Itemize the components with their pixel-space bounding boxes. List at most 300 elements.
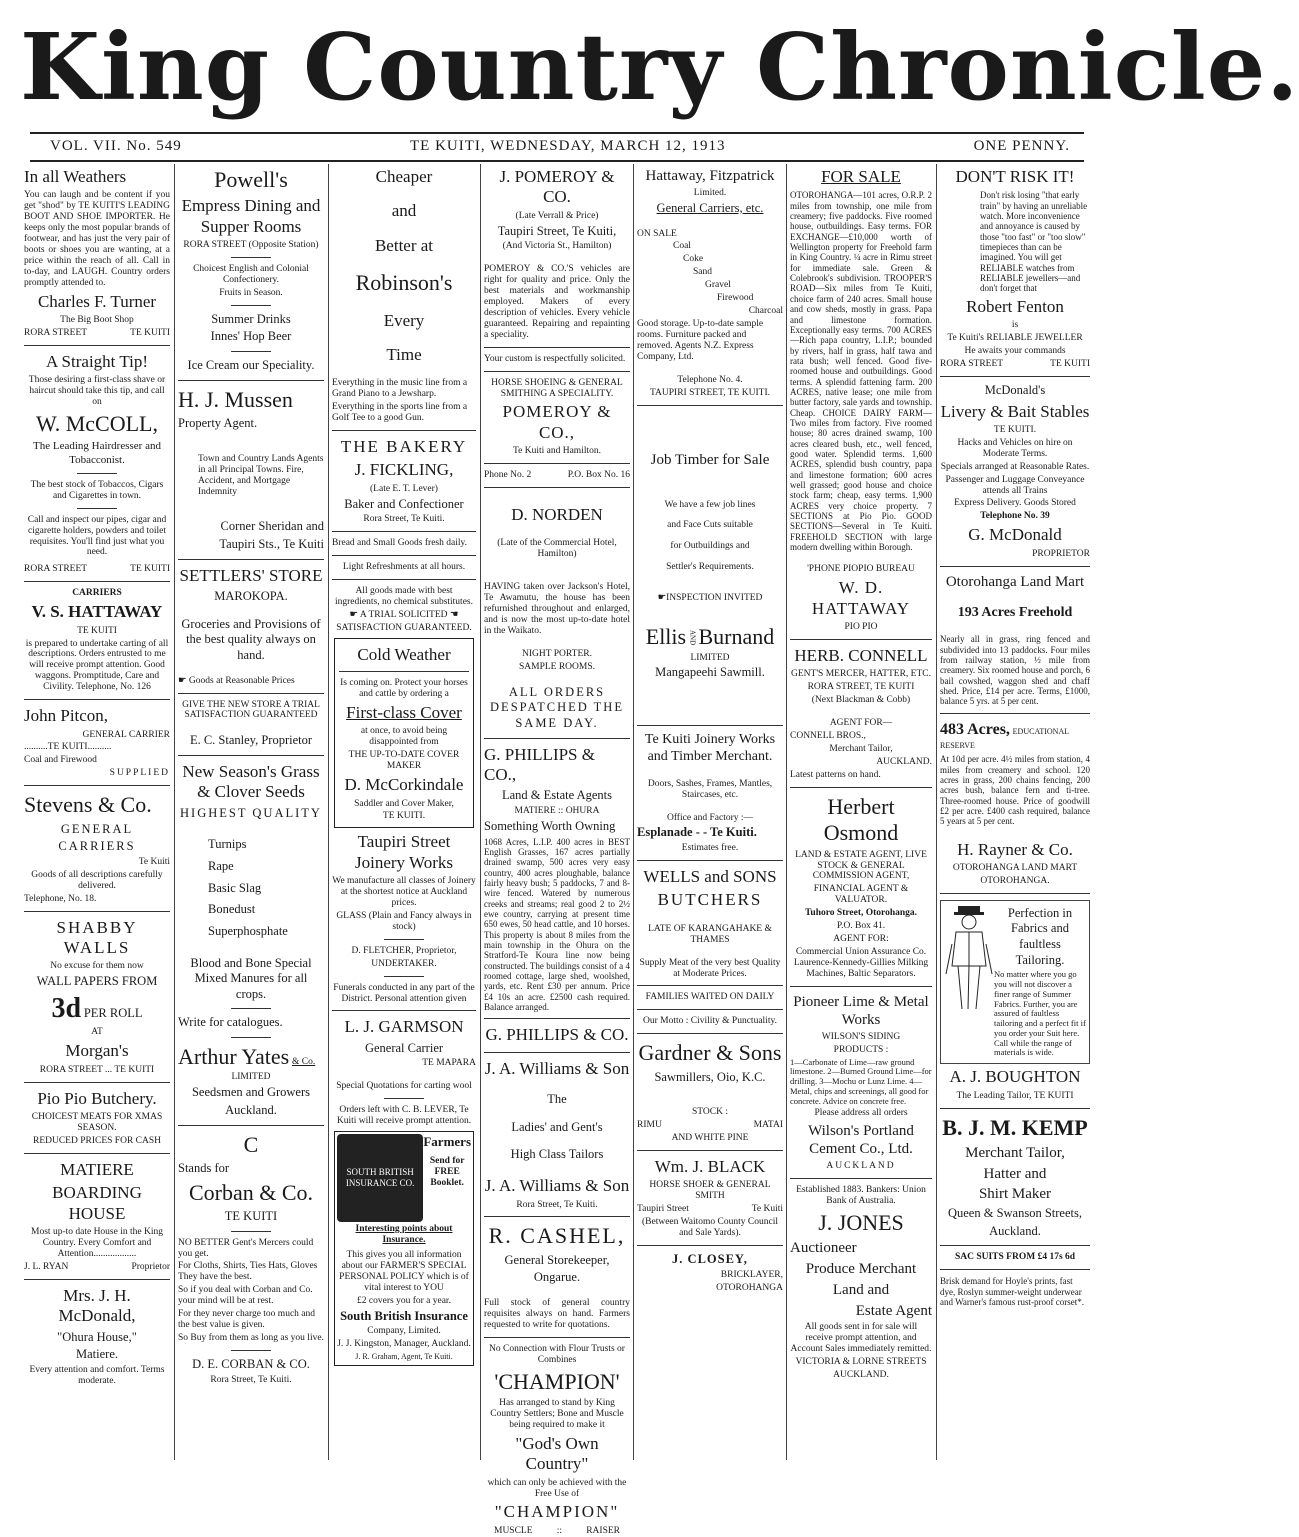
ad-title: New Season's Grass & Clover Seeds — [182, 761, 320, 802]
divider — [940, 376, 1090, 377]
divider — [24, 1279, 170, 1280]
ad-body: Specials arranged at Reasonable Rates. — [940, 461, 1090, 472]
ad-address: Taupiri Street — [637, 1204, 689, 1215]
ad-title: Job Timber for Sale — [650, 451, 770, 468]
ad-body: Send for — [429, 1155, 465, 1166]
ad-body: We have a few job lines — [664, 499, 756, 510]
ad-name: J. POMEROY & CO. — [499, 167, 615, 207]
ad-subtitle: OTOROHANGA LAND MART — [952, 862, 1078, 873]
ad-body: NO BETTER Gent's Mercers could you get. — [178, 1237, 314, 1259]
ad-body: GIVE THE NEW STORE A TRIAL SATISFACTION GUARANTEED — [182, 699, 320, 721]
ad-body: Settler's Requirements. — [666, 562, 754, 573]
ad-body: All goods sent in for sale will receive prompt attention, and Account Sales immediately remitted. — [790, 1322, 932, 1355]
ad-body: Established 1883. Bankers: Union Bank of Australia. — [796, 1185, 926, 1207]
divider — [24, 581, 170, 582]
seed-list — [178, 837, 324, 939]
ad-subtitle: Seedsmen and Growers — [191, 1085, 311, 1100]
ad-name: Hattaway, Fitzpatrick — [645, 168, 775, 184]
ad-name: Corban & Co. — [188, 1179, 314, 1205]
ad-body: Ice Cream our Speciality. — [187, 358, 315, 373]
ad-body: Supply Meat of the very best Quality at Moderate Prices. — [639, 957, 781, 979]
divider — [484, 738, 630, 739]
ad-subtitle: Land & Estate Agents — [501, 788, 613, 803]
ad-address: Rora Street, Te Kuiti. — [516, 1199, 598, 1210]
supply-item: Charcoal — [748, 306, 783, 317]
ad-body: Blood and Bone Special Mixed Manures for all crops. — [190, 955, 312, 1001]
ad-town: OTOROHANGA — [716, 1282, 783, 1293]
ad-body: Merchant Tailor, — [829, 744, 893, 755]
ad-body: RIMU — [637, 1120, 662, 1131]
ad-name: J. A. Williams & Son — [484, 1058, 630, 1078]
ad-body: AND WHITE PINE — [671, 1133, 749, 1144]
pointing-hand-icon: ☛ — [349, 609, 360, 620]
divider — [231, 351, 271, 352]
ad-body: Estimates free. — [681, 843, 739, 854]
ad-body: Special Quotations for carting wool — [336, 1081, 472, 1092]
ad-town: AUCKLAND — [826, 1161, 896, 1172]
ad-body: Don't risk losing "that early train" by having an unreliable watch. More inconvenience and annoyance is caused by those "too fast" or "too slow" timepieces than can be imagined. You will get RELIABLE watches from RELIABLE jewellers—and don't forget that — [980, 190, 1088, 294]
ad-body: and — [391, 201, 417, 221]
ad-box: P.O. Box No. 16 — [567, 470, 630, 481]
ad-body: SAC SUITS FROM £4 17s 6d — [954, 1252, 1076, 1263]
ad-body: Innes' Hop Beer — [210, 329, 292, 344]
ad-body: Doors, Sashes, Frames, Mantles, Staircases, etc. — [647, 778, 773, 800]
ad-body: SATISFACTION GUARANTEED. — [336, 622, 472, 633]
ad-name: Ellis — [645, 624, 687, 650]
ad-body: Commercial Union Assurance Co. Laurence-Kennedy-Gillies Milking Machines, Baltic Separators. — [793, 946, 929, 979]
divider — [24, 699, 170, 700]
column-1 — [24, 164, 170, 1460]
ad-name: J. FICKLING, — [354, 460, 454, 480]
ad-body: Hacks and Vehicles on hire on Moderate Terms. — [957, 437, 1073, 459]
ad-body: SAMPLE ROOMS. — [518, 661, 596, 672]
divider — [231, 1231, 271, 1232]
ad-town: MAROKOPA. — [214, 589, 288, 604]
ad-body: Full stock of general country requisites always on hand. Farmers requested to write for quotations. — [484, 1298, 630, 1330]
ad-body: EDUCATIONAL RESERVE — [940, 726, 1069, 750]
divider — [332, 531, 476, 532]
ad-town: MATIERE :: OHURA — [514, 806, 600, 817]
ad-town: Auckland. — [225, 1102, 277, 1117]
ad-body: Everything in the music line from a Grand Piano to a Jewsharp. — [332, 378, 468, 400]
ad-address: Corner Sheridan and — [220, 519, 324, 534]
ad-title: DON'T RISK IT! — [955, 167, 1075, 186]
ad-body: and Face Cuts suitable — [667, 520, 753, 531]
seed-item: Basic Slag — [208, 880, 262, 895]
divider — [637, 1150, 783, 1151]
divider — [940, 566, 1090, 567]
ad-body: Cheaper — [375, 167, 433, 186]
ad-body: A TRIAL SOLICITED — [359, 609, 448, 620]
ad-body: FREE — [434, 1166, 460, 1177]
dateline — [30, 132, 1084, 162]
ad-name: WELLS and SONS — [643, 866, 777, 886]
ad-town: Mangapeehi Sawmill. — [655, 665, 765, 680]
ad-body: Every — [383, 310, 425, 330]
ad-subtitle: FINANCIAL AGENT & VALUATOR. — [813, 884, 909, 906]
ad-name: J. A. Williams & Son — [484, 1176, 630, 1196]
ad-body: Booklet. — [430, 1177, 464, 1188]
ad-subtitle: BRICKLAYER, — [720, 1269, 783, 1280]
ad-body: Groceries and Provisions of the best quality always on hand. — [181, 616, 321, 662]
ad-body: LATE OF KARANGAHAKE & THAMES — [648, 923, 772, 945]
ad-body: 1—Carbonate of Lime—raw ground limestone. 2—Burned Ground Lime—for drilling. 3—Mochu or Lunz Lime. 4—Metal, chips and screenings, all good for concrete. Advice on concrete free. — [790, 1056, 932, 1106]
ad-body: For they never charge too much and the best value is given. — [178, 1309, 316, 1331]
ad-body: Latest patterns on hand. — [790, 769, 881, 780]
ad-body: Every attention and comfort. Terms moderate. — [29, 1364, 165, 1386]
ad-title: Perfection in Fabrics and faultless Tailoring. — [1007, 905, 1073, 967]
ad-body: Hatter and — [983, 1165, 1047, 1182]
ad-name: McDonald's — [984, 382, 1046, 397]
ad-name: John Pitcon, — [24, 706, 109, 726]
divider — [484, 1052, 630, 1053]
ad-body: RAISER — [586, 1525, 620, 1536]
column-7 — [940, 164, 1090, 1460]
ad-body: Town and Country Lands Agents in all Principal Towns. Fire, Accident, and Mortgage Indemnity — [198, 453, 324, 497]
ad-town: Matiere. — [76, 1347, 118, 1362]
supply-item: Coke — [683, 254, 704, 265]
ad-street: RORA STREET — [24, 328, 88, 338]
ad-title: SHABBY WALLS — [56, 917, 138, 957]
ad-name: E. C. Stanley, Proprietor — [189, 733, 313, 748]
ad-subtitle: (Late E. T. Lever) — [370, 483, 438, 494]
ad-title: Pioneer Lime & Metal Works — [793, 993, 929, 1028]
ad-town: TE KUITI — [130, 328, 170, 338]
ad-subtitle: BUTCHERS — [657, 890, 763, 910]
ad-phone: Telephone, No. 18. — [24, 893, 97, 904]
ad-subtitle: Limited. — [693, 188, 727, 198]
ad-name: POMEROY & CO., — [502, 402, 612, 442]
divider — [790, 1178, 932, 1179]
ad-role: PROPRIETOR — [1032, 548, 1090, 559]
ad-subtitle: Te Kuiti's RELIABLE JEWELLER — [947, 333, 1083, 344]
ad-body: Better at — [374, 235, 434, 255]
ad-body: SUPPLIED — [109, 768, 170, 779]
ad-title: "CHAMPION" — [494, 1502, 620, 1522]
ad-title: FOR SALE — [821, 167, 901, 186]
ad-body: He awaits your commands — [964, 346, 1066, 357]
ad-body: CONNELL BROS., — [790, 731, 866, 742]
ad-body: CHOICEST MEATS FOR XMAS SEASON. — [31, 1112, 163, 1134]
ad-body: Good storage. Up-to-date sample rooms. Furniture packed and removed. Agents N.Z. Express Company, Ltd. — [637, 319, 764, 362]
ad-address: VICTORIA & LORNE STREETS — [795, 1357, 927, 1368]
ad-subtitle: (Late of the Commercial Hotel, Hamilton) — [497, 538, 617, 560]
ad-body: Coal and Firewood — [24, 755, 97, 766]
tailor-ad — [940, 900, 1090, 1064]
ad-body: Stands for — [178, 1160, 230, 1175]
ad-body: MUSCLE — [494, 1525, 533, 1536]
ad-address: (And Victoria St., Hamilton) — [502, 241, 612, 252]
ad-name: R. CASHEL, — [488, 1223, 626, 1249]
ad-body: This gives you all information about our FARMER'S SPECIAL PERSONAL POLICY which is of vital interest to YOU — [339, 1249, 469, 1293]
ad-title: Taupiri Street Joinery Works — [355, 832, 453, 872]
ad-letter: C — [243, 1131, 259, 1157]
ad-subtitle: The Leading Hairdresser and Tobacconist. — [33, 440, 161, 466]
ad-body: Express Delivery. Goods Stored — [954, 498, 1076, 509]
divider — [637, 725, 783, 726]
divider — [332, 555, 476, 556]
ad-body: Shirt Maker — [978, 1186, 1052, 1203]
divider — [332, 430, 476, 431]
ad-body: Brisk demand for Hoyle's prints, fast dye, Roslyn summer-weight underwear and Warner's famous rust-proof corset*. — [940, 1276, 1084, 1308]
ad-name: Stevens & Co. — [24, 792, 152, 818]
ad-town: TE KUITI. — [382, 811, 426, 822]
ad-address: Taupiri Sts., Te Kuiti — [219, 537, 324, 552]
ad-name: B. J. M. KEMP — [942, 1114, 1088, 1140]
ad-body: Summer Drinks — [211, 311, 291, 326]
divider — [24, 345, 170, 346]
ad-name: G. McDonald — [968, 525, 1062, 545]
ad-name: HERB. CONNELL — [794, 646, 928, 666]
ad-name: Gardner & Sons — [638, 1040, 782, 1066]
ad-name: Robinson's — [355, 270, 453, 296]
ad-town: TE KUITI — [130, 564, 170, 575]
ad-subtitle: (Late Verrall & Price) — [515, 210, 599, 221]
ad-name: Wm. J. BLACK — [654, 1157, 766, 1177]
ad-body: THE UP-TO-DATE COVER MAKER — [348, 750, 460, 772]
ad-name: D. NORDEN — [511, 505, 603, 525]
column-rule — [328, 164, 329, 1460]
ad-subtitle: First-class Cover — [346, 703, 462, 723]
divider — [484, 1337, 630, 1338]
ad-body: Nearly all in grass, ring fenced and subdivided into 13 paddocks. Four miles from railway station, ½ mile from creamery. Six roomed house and porch, 6 bail cowshed, waggon shed and chaff shed. Price, £14 per acre. Terms, £1000, balance 5 yrs. at 5 per cent. — [940, 634, 1090, 707]
ad-name: V. S. HATTAWAY — [31, 602, 163, 622]
section-head: CARRIERS — [72, 588, 122, 599]
divider — [790, 787, 932, 788]
divider — [484, 347, 630, 348]
ad-body: Bread and Small Goods fresh daily. — [332, 538, 467, 549]
ad-name: D. McCorkindale — [344, 775, 464, 795]
ad-shop: The Big Boot Shop — [60, 315, 134, 326]
ad-body: REDUCED PRICES FOR CASH — [32, 1135, 161, 1146]
ad-subtitle: Company, Limited. — [367, 1326, 441, 1337]
ad-name-suffix: & Co. — [291, 1057, 316, 1067]
ad-body: which can only be achieved with the Free Use of — [487, 1477, 627, 1499]
ad-subtitle: General Storekeeper, — [504, 1252, 610, 1267]
ad-address: Rora Street, Te Kuiti. — [363, 514, 445, 525]
divider — [637, 1033, 783, 1034]
ad-name: D. FLETCHER, Proprietor, — [351, 945, 457, 956]
volume-number: VOL. VII. No. 549 — [50, 138, 182, 154]
column-2 — [178, 164, 324, 1460]
divider — [24, 1082, 170, 1083]
ad-body: So if you deal with Corban and Co. your mind will be at rest. — [178, 1285, 313, 1307]
ad-town: PIO PIO — [844, 622, 878, 633]
ad-town: AUCKLAND. — [876, 756, 932, 767]
ad-quote: "God's Own Country" — [515, 1433, 599, 1474]
ad-body: (Next Blackman & Cobb) — [811, 695, 911, 706]
ad-title: 'CHAMPION' — [494, 1368, 620, 1394]
ad-role: Property Agent. — [178, 416, 258, 431]
ad-subtitle: Saddler and Cover Maker, — [354, 798, 454, 809]
divider — [178, 755, 324, 756]
ad-body: J. R. Graham, Agent, Te Kuiti. — [355, 1352, 453, 1362]
ad-address: RORA STREET (Opposite Station) — [183, 240, 319, 251]
ad-body: at once, to avoid being disappointed from — [360, 726, 448, 748]
divider — [339, 671, 469, 672]
ad-name: Mrs. J. H. McDonald, — [58, 1285, 136, 1326]
ad-body: OTOROHANGA—101 acres, O.R.P. 2 miles from township, one mile from creamery; five paddocks. Five roomed house, outbuildings. Easy terms. FOR EXCHANGE—£10,000 worth of Wellington property for Freehold farm in King Country. ¼ acre in Rimu street for immediate sale. Green & Colebrook's subdivision. TROOPER'S ROAD—Six miles from Te Kuiti, choice farm of 240 acres. Small house and cow sheds, mostly in grass. Papa and limestone formation. Exceptionally easy terms. 700 ACRES—Rich papa country, L.I.P.; bounded by rivers, half in grass, half tawa and rata bush; well fenced. Good five-roomed house and outbuildings. Good terms. A splendid fattening farm. 200 ACRES, native lease; one mile from butter factory, sale yards and township. Cheap. CHOICE DAIRY FARM—Two miles from factory. Five roomed house; 80 acres drained swamp, 100 acres cleared bush, etc., well fenced, good water. Splendid terms. 1,600 ACRES, splendid bush country, papa and limestone formation; 600 acres well grassed; good house and choice stock farm; cheap, easy terms. 1,900 ACRES very choice property. 7 SECTIONS at Pio Pio. GOOD SECTIONS—Several in Te Kuiti. FREEHOLD SECTION with large modern dwelling within Borough. — [790, 190, 932, 553]
ad-town: TE KUITI — [77, 625, 117, 636]
ad-box: P.O. Box 41. — [836, 921, 886, 932]
ad-body: INSPECTION INVITED — [666, 593, 763, 604]
ad-body: £2 covers you for a year. — [357, 1295, 451, 1306]
ad-name: J. L. RYAN — [24, 1261, 69, 1272]
ad-body: We manufacture all classes of Joinery at the shortest notice at Auckland prices. — [332, 876, 476, 908]
ad-title: SETTLERS' STORE — [179, 565, 323, 585]
ad-town: ..........TE KUITI.......... — [24, 742, 112, 753]
divider — [24, 785, 170, 786]
ad-name: H. Rayner & Co. — [957, 839, 1073, 859]
ad-phone: Telephone No. 39 — [980, 511, 1050, 522]
ad-address: Te Kuiti — [751, 1204, 783, 1215]
ad-address: TAUPIRI STREET, TE KUITI. — [650, 387, 770, 398]
ad-phone: Phone No. 2 — [484, 470, 532, 481]
divider — [178, 380, 324, 381]
divider — [637, 985, 783, 986]
ad-name: Burnand — [698, 624, 775, 650]
divider — [484, 1216, 630, 1217]
ad-street: RORA STREET — [940, 358, 1004, 369]
ad-body: Goods of all descriptions carefully delivered. — [31, 869, 163, 891]
ad-name: J. JONES — [818, 1210, 904, 1236]
ad-town: OTOROHANGA. — [980, 875, 1050, 886]
supply-item: Gravel — [705, 280, 731, 291]
divider — [231, 1008, 271, 1009]
ad-name: J. CLOSEY, — [672, 1252, 748, 1267]
ad-body: Light Refreshments at all hours. — [342, 562, 466, 573]
seed-item: Superphosphate — [208, 923, 288, 938]
ad-title: Farmers — [423, 1134, 471, 1150]
ad-subtitle: LAND & ESTATE AGENT, LIVE STOCK & GENERAL COMMISSION AGENT, — [795, 849, 927, 882]
ad-body: 1068 Acres, L.I.P. 400 acres in BEST English Grasses, 167 acres partially drained swamp, 500 acres very easy country, 400 acres ploughable, balance fairly heavy bush; 5 paddocks, 7 and 8-wire fenced. Watered by numerous creeks and streams; real good 2 to 2½ ewe country, carrying at present time 650 ewes, 50 head cattle, and 10 horses. This property is about 8 miles from the main township in the Ohura on the Stratford-Te Koura line now being constructed. The buildings consist of a 4 roomed cottage, large shed, woolshed, yards, etc. Rent £30 per annum. Price £4 10s an acre. £2500 cash required. Balance arranged. — [484, 836, 630, 1013]
ad-body: AGENT FOR: — [833, 934, 889, 945]
insurance-logo: SOUTH BRITISH INSURANCE CO. — [337, 1134, 423, 1222]
column-rule — [936, 164, 937, 1460]
seed-item: Turnips — [208, 837, 247, 852]
ad-body: Funerals conducted in any part of the District. Personal attention given — [333, 982, 475, 1004]
ad-subtitle: Empress Dining and Supper Rooms — [181, 196, 321, 236]
divider — [940, 1245, 1090, 1246]
divider — [231, 305, 271, 306]
ad-body: HAVING taken over Jackson's Hotel, Te Awamutu, the house has been refurnished throughout and enlarged, and is now the most up-to-date hotel in the Waikato. — [484, 582, 630, 637]
ad-subtitle: LIMITED — [690, 652, 730, 663]
ad-address: Tuhoro Street, Otorohanga. — [804, 908, 918, 919]
ad-subtitle: The Leading Tailor, TE KUITI — [956, 1090, 1074, 1101]
ad-body: AGENT FOR— — [829, 718, 893, 729]
ad-town: TE KUITI — [1050, 358, 1090, 369]
ad-body: POMEROY & CO.'S vehicles are right for quality and price. Only the best materials and workmanship employed. Makers of every description of vehicles. Every vehicle guaranteed. Repairing and repainting a speciality. — [484, 264, 630, 340]
ad-body: Produce Merchant — [805, 1261, 917, 1278]
divider — [940, 893, 1090, 894]
divider — [940, 1108, 1090, 1109]
divider — [790, 986, 932, 987]
ad-body: You can laugh and be content if you get "shod" by TE KUITI'S LEADING BOOT AND SHOE IMPORTER. He keeps only the most popular brands of footwear, and has just the very pair of boots or shoes you are wanting, at a price within the reach of all. Call in to-day, and LAUGH. Country orders promptly attended to. — [24, 190, 170, 288]
divider — [637, 405, 783, 406]
ad-phone: Telephone No. 4. — [677, 374, 743, 385]
column-6 — [790, 164, 932, 1460]
ad-body: STOCK : — [692, 1107, 728, 1118]
insurance-ad — [334, 1131, 474, 1366]
seed-item: Rape — [208, 859, 234, 873]
ad-subtitle: GENERAL — [60, 821, 134, 836]
ad-name: W. McCOLL, — [35, 411, 158, 437]
ad-body: ON SALE — [637, 228, 677, 239]
ad-subtitle: HIGHEST QUALITY — [180, 805, 322, 820]
ad-name: Morgan's — [65, 1041, 129, 1061]
ad-name: G. PHILLIPS & CO. — [485, 1025, 629, 1045]
ad-title: Powell's — [214, 167, 288, 192]
ad-subtitle: Interesting points about Insurance. — [355, 1224, 453, 1246]
ad-body: Auctioneer — [790, 1240, 857, 1257]
supply-item: Coal — [673, 241, 691, 252]
ad-subtitle: 193 Acres Freehold — [957, 604, 1073, 620]
ad-body: So Buy from them as long as you live. — [178, 1332, 324, 1343]
ad-body: The — [547, 1092, 567, 1107]
cold-weather-ad — [334, 638, 474, 829]
ad-title: Otorohanga Land Mart — [945, 573, 1085, 590]
ad-title: Cold Weather — [357, 644, 451, 664]
ad-subtitle: GENERAL CARRIER — [82, 729, 170, 740]
divider — [484, 487, 630, 488]
ad-name: Arthur Yates — [178, 1044, 290, 1069]
divider — [384, 976, 424, 977]
column-4: J. POMEROY & CO. (Late Verrall & Price) Taupiri Street, Te Kuiti, (And Victoria St., Hamilton) POMEROY & CO.'S vehicles are right for quality and price. Only the best materials and workmanship employed. Makers of every description of vehicles. Every vehicle guaranteed. Repairing and repainting a speciality. Your custom is respectfully solicited. HORSE SHOEING & GENERAL SMITHING A SPECIALITY. POMEROY & CO., Te Kuiti and Hamilton. Phone No. 2 P.O. Box No. 16 D. NORDEN (Late of the Commercial Hotel, Hamilton) HAVING taken over Jackson's Hotel, Te Awamutu, the house has been refurnished throughout and enlarged, and is now the most up-to-date hotel in the Waikato. NIGHT PORTER. SAMPLE ROOMS. ALL ORDERS DESPATCHED THE SAME DAY. G. PHILLIPS & CO., Land & Estate Agents MATIERE :: OHURA Something Worth Owning 1068 Acres, L.I.P. 400 acres in BEST English Grasses, 167 acres partially drained swamp, 500 acres very easy country, 400 acres ploughable, balance fairly heavy bush; 5 paddocks, 7 and 8-wire fenced. Watered by numerous creeks and streams; real good 2 to 2½ ewe country, carrying at present time 650 ewes, 50 head cattle, and 10 horses. This property is about 8 miles from the main township in the Ohura on the Stratford-Te Koura line now being constructed. The buildings consist of a 4 roomed cottage, large shed, woolshed, yards, etc. Rent £30 per annum. Price £4 10s an acre. £2500 cash required. Balance arranged. G. PHILLIPS & CO. J. A. Williams & Son The Ladies' and Gent's High Class Tailors J. A. Williams & Son Rora Street, Te Kuiti. R. CASHEL, General Storekeeper, Ongarue. Full stock of general country requisites always on hand. Farmers requested to write for quotations. No Connection with Flour Trusts or Combines 'CHAMPION' Has arranged to stand by King Country Settlers; Bone and Muscle being required to make it "God's Own Country" which can only be achieved with the Free Use of "CHAMPION" MUSCLE :: RAISER — [484, 167, 630, 1536]
ad-role: Proprietor — [131, 1261, 170, 1272]
ad-role: UNDERTAKER. — [371, 958, 437, 969]
ad-title: MATIERE — [60, 1159, 134, 1179]
ad-body: Ladies' and Gent's — [511, 1119, 603, 1134]
ad-body: Merchant Tailor, — [965, 1144, 1065, 1161]
ad-title: Pio Pio Butchery. — [37, 1088, 157, 1108]
column-rule — [786, 164, 787, 1460]
pointing-hand-icon: ☛ — [178, 675, 189, 686]
divider — [484, 463, 630, 464]
ad-title: Te Kuiti Joinery Works and Timber Merchant. — [644, 732, 776, 764]
ad-body: for Outbuildings and — [670, 541, 750, 552]
divider — [178, 693, 324, 694]
divider — [178, 1125, 324, 1126]
ad-name: Charles F. Turner — [37, 291, 157, 311]
place-date: TE KUITI, WEDNESDAY, MARCH 12, 1913 — [410, 138, 726, 154]
ad-name: D. E. CORBAN & CO. — [192, 1356, 310, 1371]
ad-body: Passenger and Luggage Conveyance attends all Trains — [945, 474, 1085, 496]
ad-body: Call and inspect our pipes, cigar and cigarette holders, powders and toilet requisites. You'll find just what you need. — [27, 514, 167, 558]
divider — [332, 579, 476, 580]
ad-body: Time — [386, 344, 422, 364]
ad-body: HORSE SHOEING & GENERAL SMITHING A SPECIALITY. — [491, 377, 623, 399]
ad-body: (Between Waitomo County Council and Sale Yards). — [641, 1217, 778, 1239]
ad-body: AT — [91, 1027, 103, 1038]
ad-name: H. J. Mussen — [178, 386, 293, 412]
ad-town: Auckland. — [989, 1223, 1041, 1238]
ad-body: At 10d per acre. 4½ miles from station, 4 miles from creamery and school. 120 acres in grass, 200 chains fencing, 200 acres bush, balance fern and ti-tree. Three-roomed house. Price of goodwill £2 per acre. £400 cash required, balance 5 years at 5 per cent. — [940, 754, 1090, 827]
ad-subtitle: LIMITED — [231, 1072, 271, 1083]
divider — [940, 713, 1090, 714]
ad-subtitle: "Ohura House," — [57, 1329, 137, 1344]
ad-subtitle: Something Worth Owning — [484, 818, 616, 833]
ad-title: BOARDING HOUSE — [52, 1183, 142, 1223]
pointing-hand-icon: ☚ — [447, 609, 459, 620]
ad-subtitle: 483 Acres, — [940, 720, 1010, 738]
ad-name: Herbert Osmond — [823, 793, 899, 846]
masthead-title: King Country Chronicle. — [20, 13, 1299, 121]
divider — [637, 1245, 783, 1246]
ad-name: Robert Fenton — [966, 296, 1064, 316]
column-rule — [633, 164, 634, 1460]
ad-town: TE MAPARA — [422, 1058, 476, 1069]
ad-subtitle: CARRIERS — [58, 839, 136, 854]
